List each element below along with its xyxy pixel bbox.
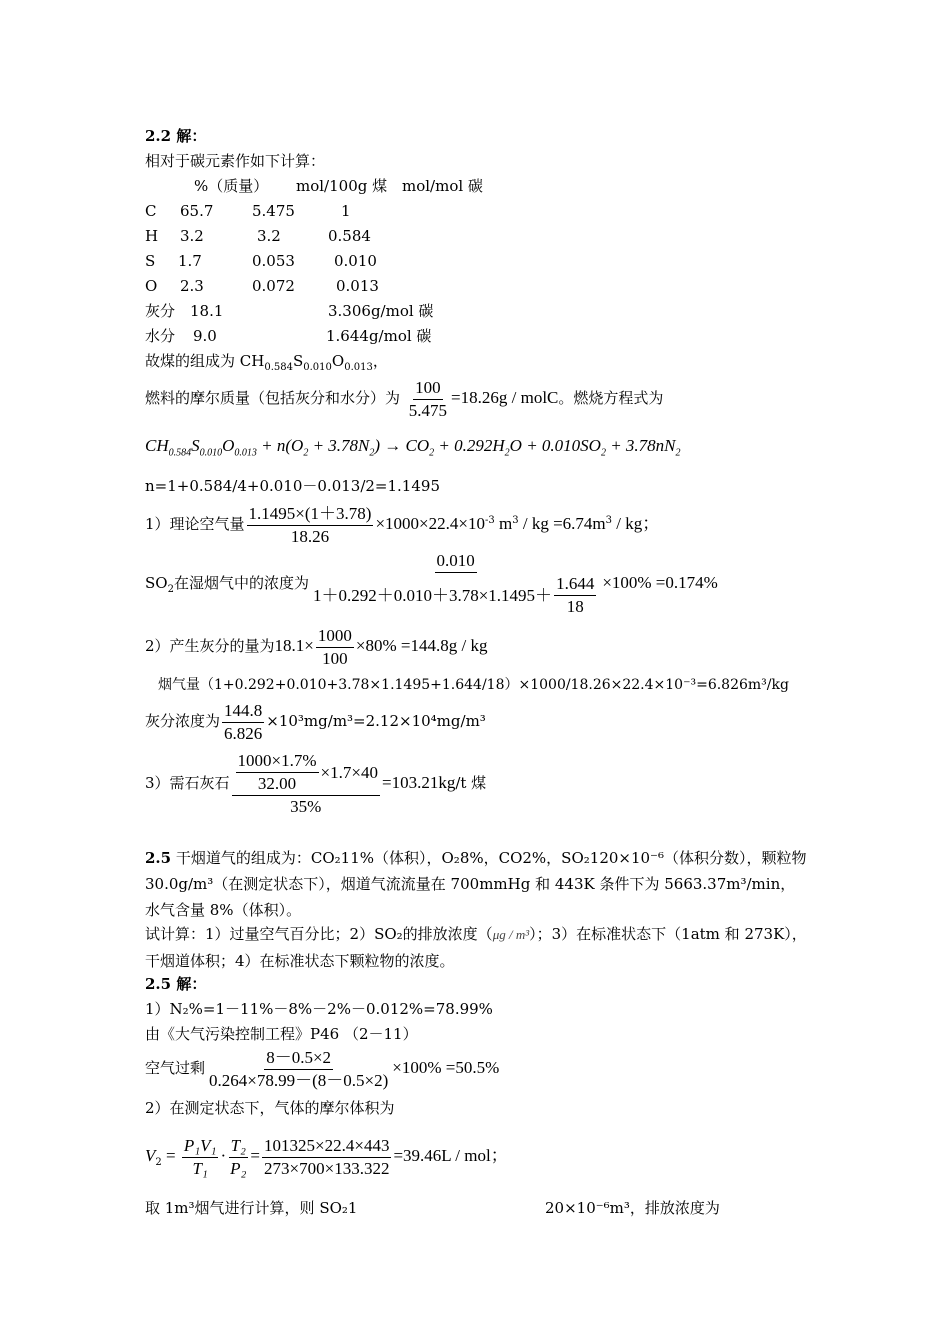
flue-gas-line: 烟气量（1+0.292+0.010+3.78×1.1495+1.644/18）×1000/18.26×22.4×10⁻³=6.826m³/kg	[158, 677, 789, 693]
ash-amount-fraction: $\frac{1000}{100}$	[317, 625, 352, 668]
table-cell: 65.7	[180, 202, 214, 220]
table-cell: 0.010	[334, 252, 377, 270]
n-calculation: n=1+0.584/4+0.010－0.013/2=1.1495	[145, 477, 440, 495]
ash-label: 灰分	[145, 302, 176, 320]
molar-volume-intro: 2）在测定状态下，气体的摩尔体积为	[145, 1099, 395, 1117]
excess-air-line: 空气过剩 $\frac{8-0.5\times 2}{0.264\times 78.99-(8-0.5\times 2)}$ ×100% =50.5%	[145, 1047, 500, 1090]
table-cell: 0.053	[252, 252, 295, 270]
table-cell: O	[145, 277, 158, 295]
limestone-fraction: $\frac{1000\times 1.7\%}{32.00}$ ×1.7×40 35%	[232, 750, 380, 818]
water-pct: 9.0	[193, 327, 217, 345]
table-cell: 3.2	[180, 227, 204, 245]
ash-amount-line: 2）产生灰分的量为18.1× $\frac{1000}{100}$ ×80% =144.8g / kg	[145, 625, 488, 668]
molar-volume-equation: $V_2$ = $\frac{\text{P₁V₁}}{\text{T₁}}$ · $\frac{\text{T₂}}{\text{P₂}}$ = $\frac{101325\times 22.4\times 443}{273\times 700\times 133.322}$ =39.46L / mol；	[145, 1135, 508, 1178]
last-line-left: 取 1m³烟气进行计算，则 SO₂1	[145, 1199, 358, 1217]
table-cell: C	[145, 202, 157, 220]
table-cell: 0.013	[336, 277, 379, 295]
equation-text: $CH_{0.584}S_{0.010}O_{0.013} + n(O_2 + 3.78N_2) \to CO_2 + 0.292H_2O + 0.010SO_2 + 3.78nN_2$	[145, 436, 681, 459]
section-heading: 2.2 解：	[145, 127, 207, 145]
limestone-line: 3）需石灰石 $\frac{1000\times 1.7\%}{32.00}$ ×1.7×40 35% =103.21kg/t 煤	[145, 751, 487, 816]
molar-mass-fraction: $\frac{100}{5.475}$	[408, 377, 448, 420]
ash-concentration-line: 灰分浓度为 $\frac{144.8}{6.826}$ ×10³mg/m³=2.12×10⁴mg/m³	[145, 700, 486, 743]
ash-pct: 18.1	[190, 302, 224, 320]
ash-concentration-fraction: $\frac{144.8}{6.826}$	[224, 700, 263, 743]
table-cell: 1.7	[178, 252, 202, 270]
n2-calculation: 1）N₂%=1－11%－8%－2%－0.012%=78.99%	[145, 1000, 493, 1018]
problem-2-5-questions: 试计算：1）过量空气百分比；2）SO₂的排放浓度（μg / m³）；3）在标准状态下（1atm 和 273K），干烟道体积；4）在标准状态下颗粒物的浓度。	[145, 925, 807, 970]
table-header: %（质量）	[194, 177, 269, 195]
so2-fraction: 0.010 1＋0.292＋0.010＋3.78×1.1495＋ $\frac{1.644}{18}$	[312, 551, 595, 616]
table-cell: 0.072	[252, 277, 295, 295]
excess-air-fraction: $\frac{8-0.5\times 2}{0.264\times 78.99-(8-0.5\times 2)}$	[209, 1047, 389, 1090]
solution-heading: 2.5 解：	[145, 975, 207, 993]
ash-value: 3.306g/mol 碳	[328, 302, 434, 320]
water-value: 1.644g/mol 碳	[326, 327, 432, 345]
table-cell: 5.475	[252, 202, 295, 220]
intro-text: 相对于碳元素作如下计算：	[145, 152, 326, 170]
last-line-right: 20×10⁻⁶m³，排放浓度为	[545, 1199, 720, 1217]
table-header: mol/100g 煤	[296, 177, 388, 195]
molar-mass-line: 燃料的摩尔质量（包括灰分和水分）为 $\frac{100}{5.475}$ =18.26g / molC。燃烧方程式为	[145, 377, 664, 420]
problem-2-5: 2.5 干烟道气的组成为：CO₂11%（体积），O₂8%，CO2%，SO₂120×10⁻⁶（体积分数），颗粒物30.0g/m³（在测定状态下），烟道气流流量在 700mmHg 和 443K 条件下为 5663.37m³/min，水气含量 8%（体积）。	[145, 849, 807, 919]
theoretical-air-fraction: $\frac{1.1495\times(1+3.78)}{18.26}$	[248, 503, 372, 546]
table-cell: 3.2	[257, 227, 281, 245]
combustion-equation	[145, 436, 681, 463]
theoretical-air-line: 1）理论空气量 $\frac{1.1495\times(1+3.78)}{18.26}$ $\times 1000\times 22.4\times 10^{-3}$ $m^3$ / kg $=6.74m^3$ / kg；	[145, 503, 660, 546]
table-cell: H	[145, 227, 159, 245]
water-label: 水分	[145, 327, 176, 345]
so2-concentration-line: $SO_2$在湿烟气中的浓度为 0.010 1＋0.292＋0.010＋3.78×1.1495＋ $\frac{1.644}{18}$ ×100% =0.174%	[145, 551, 718, 616]
table-cell: 2.3	[180, 277, 204, 295]
reference-line: 由《大气污染控制工程》P46 （2－11）	[145, 1025, 418, 1043]
table-cell: 0.584	[328, 227, 371, 245]
table-cell: 1	[341, 202, 351, 220]
table-cell: S	[145, 252, 156, 270]
composition-line: 故煤的组成为 $CH_{0.584}S_{0.010}O_{0.013}$，	[145, 352, 388, 373]
table-header: mol/mol 碳	[402, 177, 483, 195]
